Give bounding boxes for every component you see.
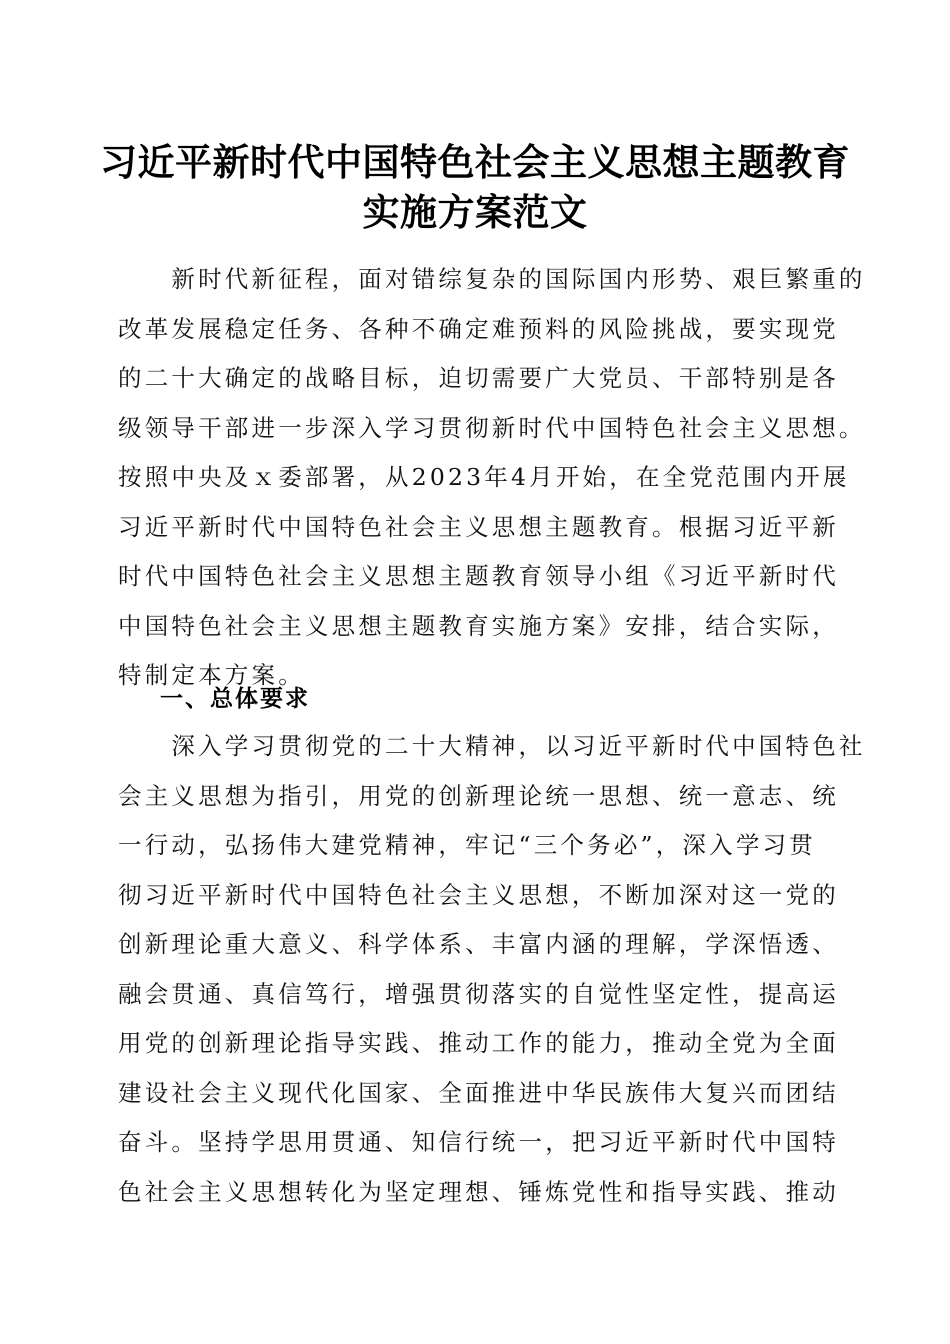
general-requirements-paragraph [118,722,866,1217]
paragraph-line: 深入学习贯彻党的二十大精神，以习近平新时代中国特色社 [118,732,866,760]
paragraph-line: 会主义思想为指引，用党的创新理论统一思想、统一意志、统 [118,781,839,810]
paragraph-line: 创新理论重大意义、科学体系、丰富内涵的理解，学深悟透、 [118,930,839,958]
intro-paragraph [118,255,866,701]
paragraph-line: 色社会主义思想转化为坚定理想、锤炼党性和指导实践、推动 [118,1177,839,1206]
paragraph-line: 奋斗。坚持学思用贯通、知信行统一，把习近平新时代中国特 [118,1128,839,1156]
paragraph-line: 一行动，弘扬伟大建党精神，牢记“三个务必”，深入学习贯 [118,831,816,859]
paragraph-line: 中国特色社会主义思想主题教育实施方案》安排，结合实际， [118,611,839,640]
section-heading-general-requirements: 一、总体要求 [160,686,310,712]
paragraph-line: 用党的创新理论指导实践、推动工作的能力，推动全党为全面 [118,1029,839,1057]
paragraph-line: 级领导干部进一步深入学习贯彻新时代中国特色社会主义思想。 [118,413,866,442]
paragraph-line: 彻习近平新时代中国特色社会主义思想，不断加深对这一党的 [118,880,839,909]
paragraph-line: 的二十大确定的战略目标，迫切需要广大党员、干部特别是各 [118,364,839,392]
document-title-line-1: 习近平新时代中国特色社会主义思想主题教育 [100,140,850,184]
paragraph-line: 改革发展稳定任务、各种不确定难预料的风险挑战，要实现党 [118,314,839,343]
paragraph-line: 融会贯通、真信笃行，增强贯彻落实的自觉性坚定性，提高运 [118,979,839,1008]
paragraph-line: 习近平新时代中国特色社会主义思想主题教育。根据习近平新 [118,512,839,541]
paragraph-line: 建设社会主义现代化国家、全面推进中华民族伟大复兴而团结 [118,1078,839,1107]
paragraph-line: 新时代新征程，面对错综复杂的国际国内形势、艰巨繁重的 [118,265,866,293]
paragraph-line: 时代中国特色社会主义思想主题教育领导小组《习近平新时代 [118,562,839,590]
paragraph-line: 特制定本方案。 [118,661,305,689]
paragraph-line: 按照中央及ｘ委部署，从2023年4月开始，在全党范围内开展 [118,463,850,491]
document-title-line-2: 实施方案范文 [362,190,588,234]
